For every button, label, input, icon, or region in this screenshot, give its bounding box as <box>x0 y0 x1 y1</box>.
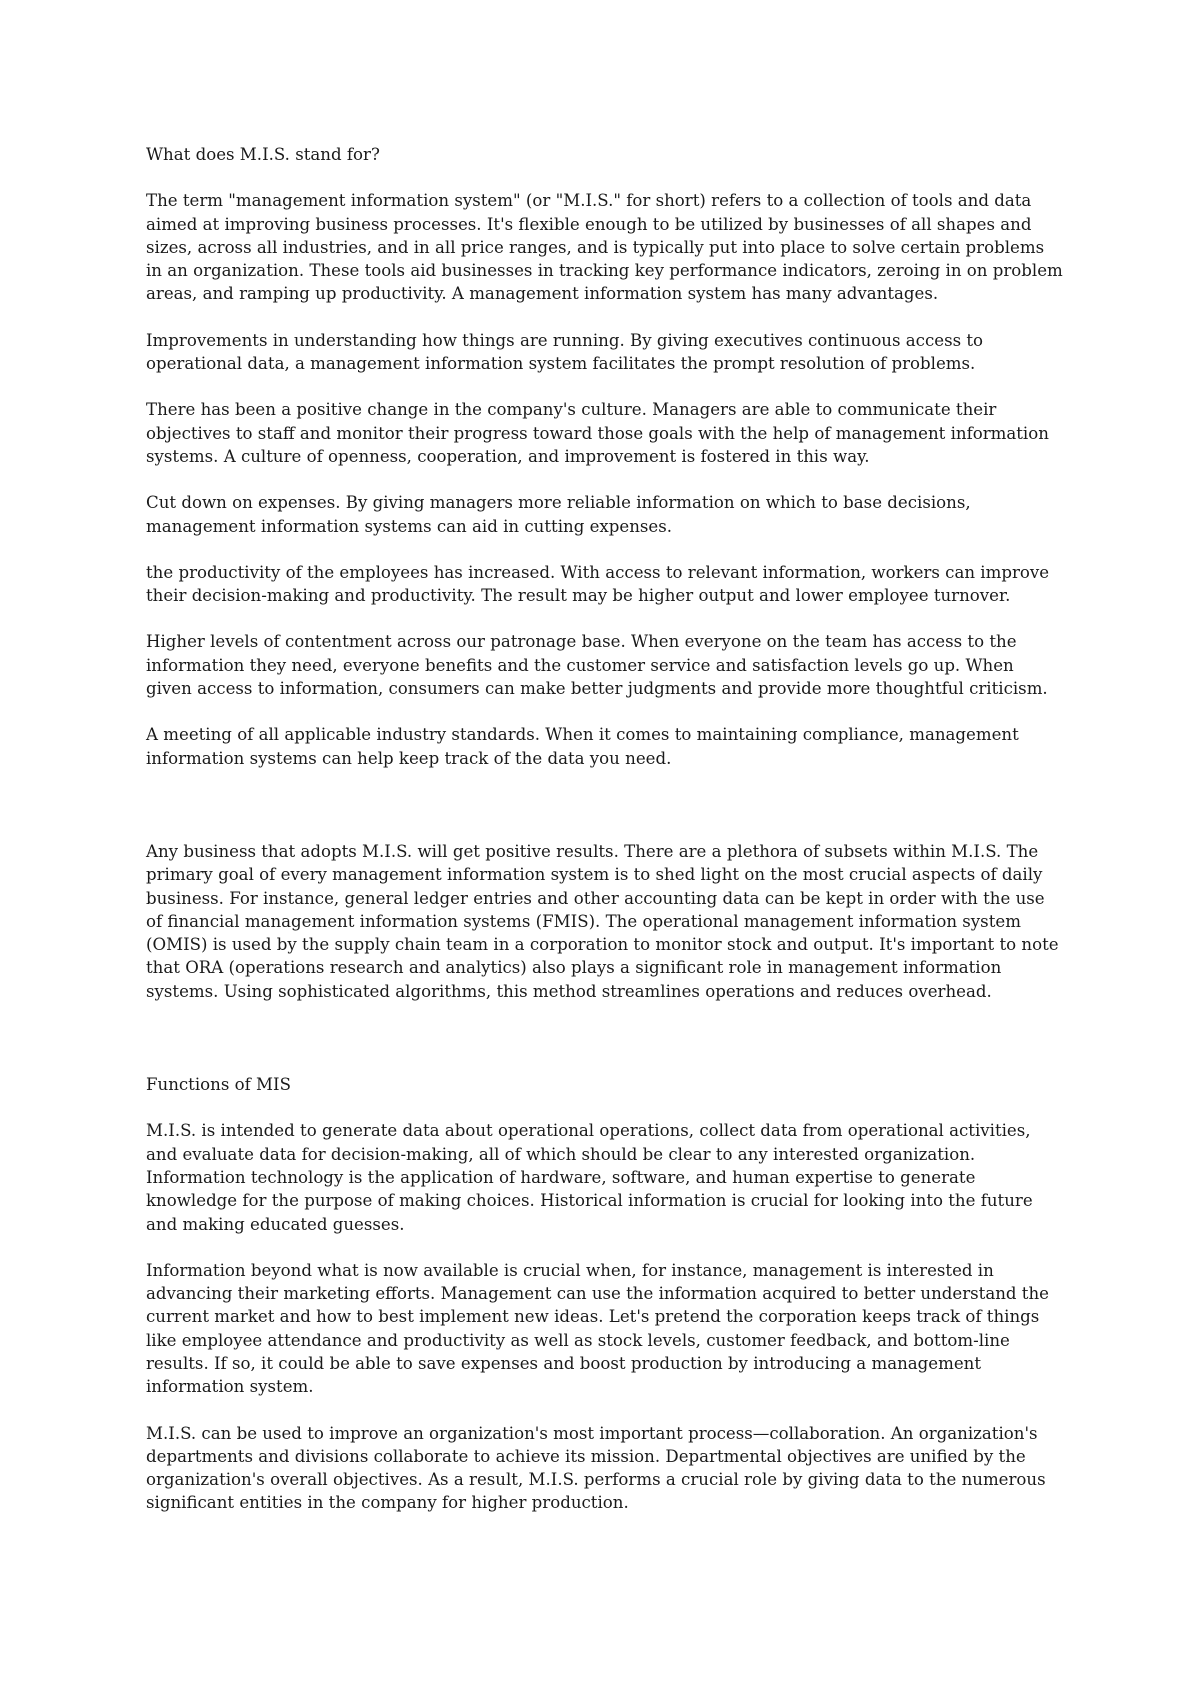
paragraph-contentment: Higher levels of contentment across our patronage base. When everyone on the team has access to the information they need, everyone benefits and the customer service and satisfaction levels go up. When given access to information, consumers can make better judgments and provide more thoughtful criticism. <box>146 632 1048 699</box>
paragraph-functions-collaboration: M.I.S. can be used to improve an organization's most important process—collaboration. An organization's departments and divisions collaborate to achieve its mission. Departmental objectives are unified by the organization's overall objectives. As a result, M.I.S. performs a crucial role by giving data to the numerous significant entities in the company for higher production. <box>146 1423 1046 1513</box>
paragraph-productivity: the productivity of the employees has increased. With access to relevant information, workers can improve their decision-making and productivity. The result may be higher output and lower employee turnover. <box>146 562 1050 606</box>
paragraph-understanding: Improvements in understanding how things are running. By giving executives continuous access to operational data, a management information system facilitates the prompt resolution of problems. <box>146 330 984 374</box>
paragraph-culture: There has been a positive change in the company's culture. Managers are able to communicate their objectives to staff and monitor their progress toward those goals with the help of management information systems. A culture of openness, cooperation, and improvement is fostered in this way. <box>146 400 1049 466</box>
section-heading-functions: Functions of MIS <box>146 1075 291 1095</box>
paragraph-functions-intro: M.I.S. is intended to generate data about operational operations, collect data from operational activities, and evaluate data for decision-making, all of which should be clear to any interested organization. Information technology is the application of hardware, software, and human expertise to generate knowledge for the purpose of making choices. Historical information is crucial for looking into the future and making educated guesses. <box>146 1121 1033 1234</box>
paragraph-functions-marketing: Information beyond what is now available is crucial when, for instance, management is interested in advancing their marketing efforts. Management can use the information acquired to better understand the current market and how to best implement new ideas. Let's pretend the corporation keeps track of things like employee attendance and productivity as well as stock levels, customer feedback, and bottom-line results. If so, it could be able to save expenses and boost production by introducing a management information system. <box>146 1260 1049 1397</box>
paragraph-expenses: Cut down on expenses. By giving managers more reliable information on which to base decisions, management information systems can aid in cutting expenses. <box>146 493 971 536</box>
section-heading-mis-definition: What does M.I.S. stand for? <box>146 145 380 164</box>
paragraph-mis-subsets: Any business that adopts M.I.S. will get positive results. There are a plethora of subsets within M.I.S. The primary goal of every management information system is to shed light on the most crucial aspects of daily business. For instance, general ledger entries and other accounting data can be kept in order with the use of financial management information systems (FMIS). The operational management information system (OMIS) is used by the supply chain team in a corporation to monitor stock and output. It's important to note that ORA (operations research and analytics) also plays a significant role in management information systems. Using sophisticated algorithms, this method streamlines operations and reduces overhead. <box>146 841 1059 1001</box>
paragraph-mis-overview: The term "management information system" (or "M.I.S." for short) refers to a collection of tools and data aimed at improving business processes. It's flexible enough to be utilized by businesses of all shapes and sizes, across all industries, and in all price ranges, and is typically put into place to solve certain problems in an organization. These tools aid businesses in tracking key performance indicators, zeroing in on problem areas, and ramping up productivity. A management information system has many advantages. <box>146 191 1063 304</box>
paragraph-standards: A meeting of all applicable industry standards. When it comes to maintaining compliance, management information systems can help keep track of the data you need. <box>146 725 1019 768</box>
document-body <box>146 143 1064 1538</box>
